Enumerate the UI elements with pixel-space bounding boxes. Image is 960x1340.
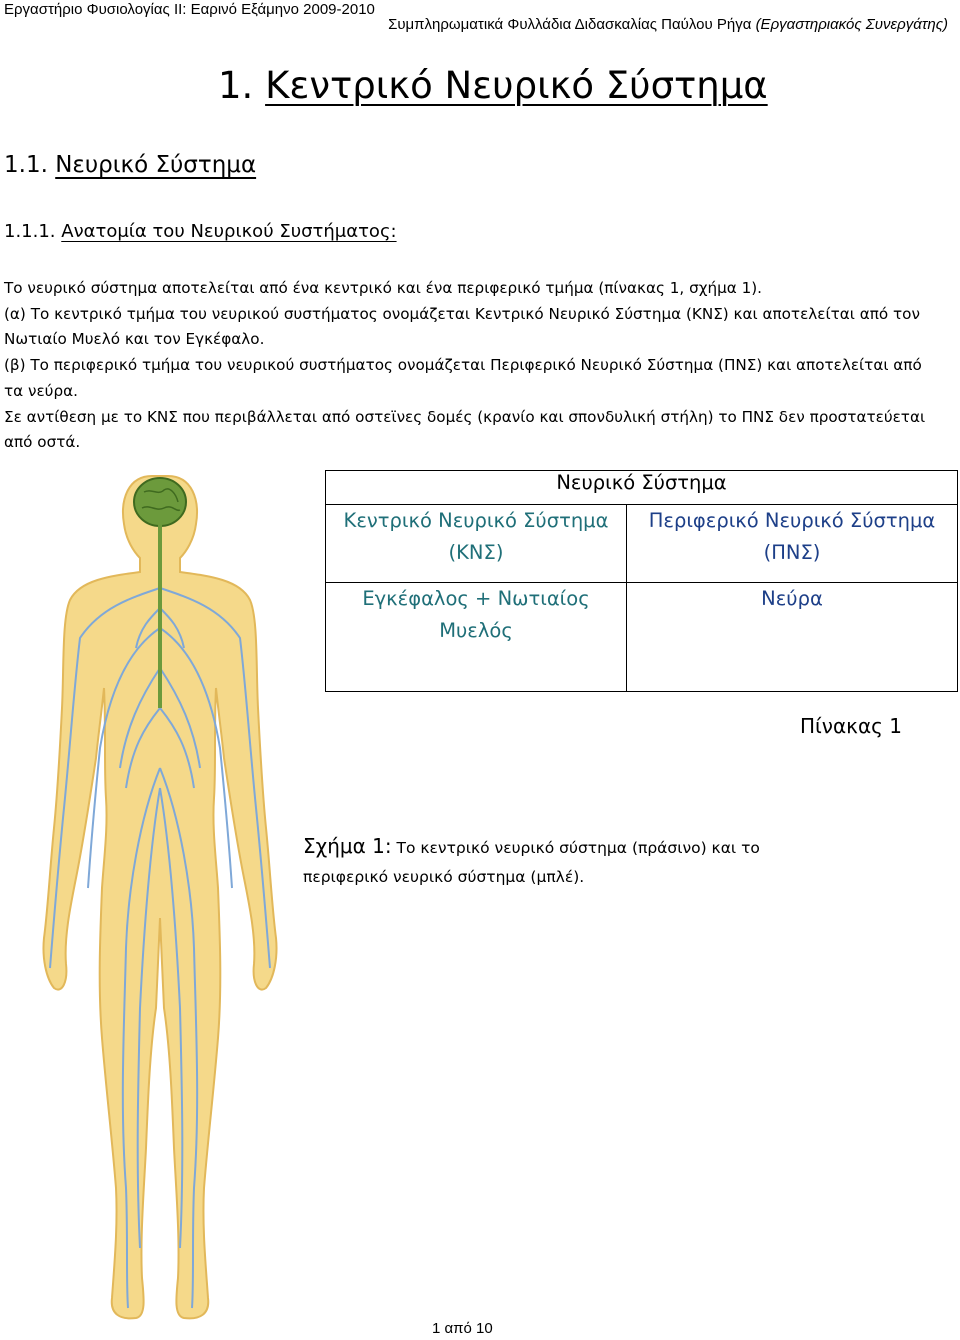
subsection-heading (4, 221, 397, 242)
pns-header-cell (627, 504, 958, 582)
section-text: Νευρικό Σύστημα (55, 152, 257, 178)
subsection-number: 1.1.1. (4, 221, 62, 242)
pns-content-cell (627, 582, 958, 691)
brain-icon (134, 478, 186, 526)
nervous-system-figure (40, 468, 300, 1328)
section-heading (4, 152, 256, 178)
cns-header-cell (326, 504, 627, 582)
paragraph-contrast: Σε αντίθεση με το ΚΝΣ που περιβάλλεται από οστεϊνες δομές (κρανίο και σπονδυλική στήλη) το ΠΝΣ δεν προστατεύεται από οστά. (4, 407, 926, 452)
page-title (218, 64, 768, 107)
figure-caption (303, 832, 823, 892)
header-author (388, 16, 948, 33)
header-author-role: (Εργαστηριακός Συνεργάτης) (755, 16, 948, 33)
paragraph-pns: (β) Το περιφερικό τμήμα του νευρικού συστήματος ονομάζεται Περιφερικό Νευρικό Σύστημα (ΠΝΣ) και αποτελείται από τα νεύρα. (4, 356, 922, 400)
pns-content: Νεύρα (761, 586, 823, 610)
table-content-row (326, 582, 958, 691)
cns-content-line-1: Εγκέφαλος + Νωτιαίος (362, 586, 590, 610)
cns-title: Κεντρικό Νευρικό Σύστημα (343, 508, 609, 532)
body-text (4, 276, 944, 456)
page-number: 1 από 10 (432, 1320, 493, 1337)
title-number: 1. (218, 64, 266, 107)
pns-abbr: (ΠΝΣ) (763, 540, 821, 564)
header-author-main: Συμπληρωματικά Φυλλάδια Διδασκαλίας Παύλου Ρήγα (388, 16, 756, 33)
title-text: Κεντρικό Νευρικό Σύστημα (265, 64, 768, 107)
subsection-text: Ανατομία του Νευρικού Συστήματος: (61, 221, 397, 242)
section-number: 1.1. (4, 152, 56, 178)
paragraph-intro: Το νευρικό σύστημα αποτελείται από ένα κεντρικό και ένα περιφερικό τμήμα (πίνακας 1, σχήμα 1). (4, 279, 763, 297)
nervous-system-table (325, 470, 958, 692)
table-header-cell: Νευρικό Σύστημα (326, 471, 958, 505)
figure-caption-text: Το κεντρικό νευρικό σύστημα (πράσινο) και το περιφερικό νευρικό σύστημα (μπλέ). (303, 839, 760, 886)
cns-abbr: (ΚΝΣ) (448, 540, 504, 564)
cns-content-cell (326, 582, 627, 691)
table-caption: Πίνακας 1 (800, 714, 902, 738)
table-subheader-row (326, 504, 958, 582)
figure-label: Σχήμα 1: (303, 834, 392, 858)
header-course: Εργαστήριο Φυσιολογίας ΙΙ: Εαρινό Εξάμηνο 2009-2010 (4, 1, 375, 18)
paragraph-cns: (α) Το κεντρικό τμήμα του νευρικού συστήματος ονομάζεται Κεντρικό Νευρικό Σύστημα (ΚΝΣ) και αποτελείται από τον Νωτιαίο Μυελό και τον Εγκέφαλο. (4, 304, 920, 349)
cns-content-line-2: Μυελός (439, 618, 513, 642)
body-illustration (40, 468, 300, 1328)
pns-title: Περιφερικό Νευρικό Σύστημα (648, 508, 936, 532)
table-header-row (326, 471, 958, 505)
